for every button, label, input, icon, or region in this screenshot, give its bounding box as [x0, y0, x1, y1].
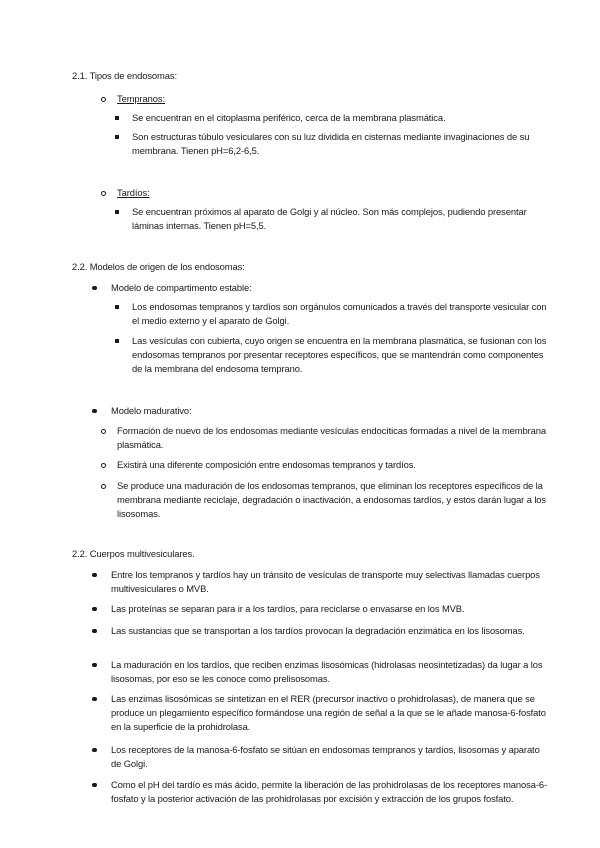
subheading-tardios: Tardíos: [117, 187, 150, 198]
ring-bullet-icon [101, 424, 106, 434]
list-item: Como el pH del tardío es más ácido, permite la liberación de las prohidrolasas de los receptores manosa-6-fosfato y la posterior activación de las prohidrolasas por excisión y extracción de los grupos fosfato. [111, 779, 547, 804]
list-item: Los endosomas tempranos y tardíos son orgánulos comunicados a través del transporte vesicular con el medio externo y el aparato de Golgi. [132, 301, 547, 326]
square-bullet-icon [115, 334, 119, 343]
list-item: Se encuentran en el citoplasma periférico, cerca de la membrana plasmática. [132, 112, 446, 123]
ring-bullet-icon [101, 92, 106, 102]
list-item: Se encuentran próximos al aparato de Golgi y al núcleo. Son más complejos, pudiendo presentar láminas internas. Tienen pH=5,5. [132, 206, 527, 231]
list-item: La maduración en los tardíos, que reciben enzimas lisosómicas (hidrolasas neosintetizadas) da lugar a los lisosomas, por eso se les conoce como prelisosomas. [111, 659, 543, 684]
section-heading-tipos: 2.1. Tipos de endosomas: [72, 70, 177, 81]
dot-bullet-icon [92, 778, 97, 787]
square-bullet-icon [115, 300, 119, 309]
dot-bullet-icon [92, 743, 97, 752]
list-item: Existirá una diferente composición entre endosomas tempranos y tardíos. [117, 459, 416, 470]
list-item: Se produce una maduración de los endosomas tempranos, que eliminan los receptores específicos de la membrana mediante reciclaje, degradación o inactivación, a endosomas tardíos, y estos darán lugar a los lisosomas. [117, 480, 547, 519]
list-item: Formación de nuevo de los endosomas mediante vesículas endocíticas formadas a nivel de la membrana plasmática. [117, 425, 546, 450]
square-bullet-icon [115, 130, 119, 139]
list-item: Las proteínas se separan para ir a los tardíos, para reciclarse o envasarse en los MVB. [111, 603, 465, 614]
section-heading-cuerpos: 2.2. Cuerpos multivesiculares. [72, 548, 195, 559]
dot-bullet-icon [92, 692, 97, 701]
list-item: Los receptores de la manosa-6-fosfato se sitúan en endosomas tempranos y tardíos, lisosomas y aparato de Golgi. [111, 744, 540, 769]
ring-bullet-icon [101, 479, 106, 489]
ring-bullet-icon [101, 458, 106, 468]
subheading-madurativo: Modelo madurativo: [111, 405, 192, 416]
dot-bullet-icon [92, 281, 97, 290]
list-item: Son estructuras túbulo vesiculares con su luz dividida en cisternas mediante invaginaciones de su membrana. Tienen pH=6,2-6,5. [132, 131, 530, 156]
subheading-estable: Modelo de compartimento estable: [111, 282, 252, 293]
dot-bullet-icon [92, 568, 97, 577]
subheading-tempranos: Tempranos: [117, 93, 165, 104]
list-item: Entre los tempranos y tardíos hay un tránsito de vesículas de transporte muy selectivas llamadas cuerpos multivesiculares o MVB. [111, 569, 540, 594]
list-item: Las vesículas con cubierta, cuyo origen se encuentra en la membrana plasmática, se fusionan con los endosomas tempranos por presentar receptores específicos, que se mantendrán como componentes de la membrana del endosoma temprano. [132, 335, 547, 374]
square-bullet-icon [115, 111, 119, 120]
dot-bullet-icon [92, 624, 97, 633]
square-bullet-icon [115, 205, 119, 214]
ring-bullet-icon [101, 186, 106, 196]
dot-bullet-icon [92, 602, 97, 611]
dot-bullet-icon [92, 404, 97, 413]
section-heading-modelos: 2.2. Modelos de origen de los endosomas: [72, 261, 245, 272]
list-item: Las enzimas lisosómicas se sintetizan en el RER (precursor inactivo o prohidrolasas), de manera que se produce un plegamiento específico formándose una región de señal a la que se le añade manosa-6-fosfato en la superficie de la prohidrolasa. [111, 693, 546, 732]
dot-bullet-icon [92, 658, 97, 667]
list-item: Las sustancias que se transportan a los tardíos provocan la degradación enzimática en los lisosomas. [111, 625, 525, 636]
